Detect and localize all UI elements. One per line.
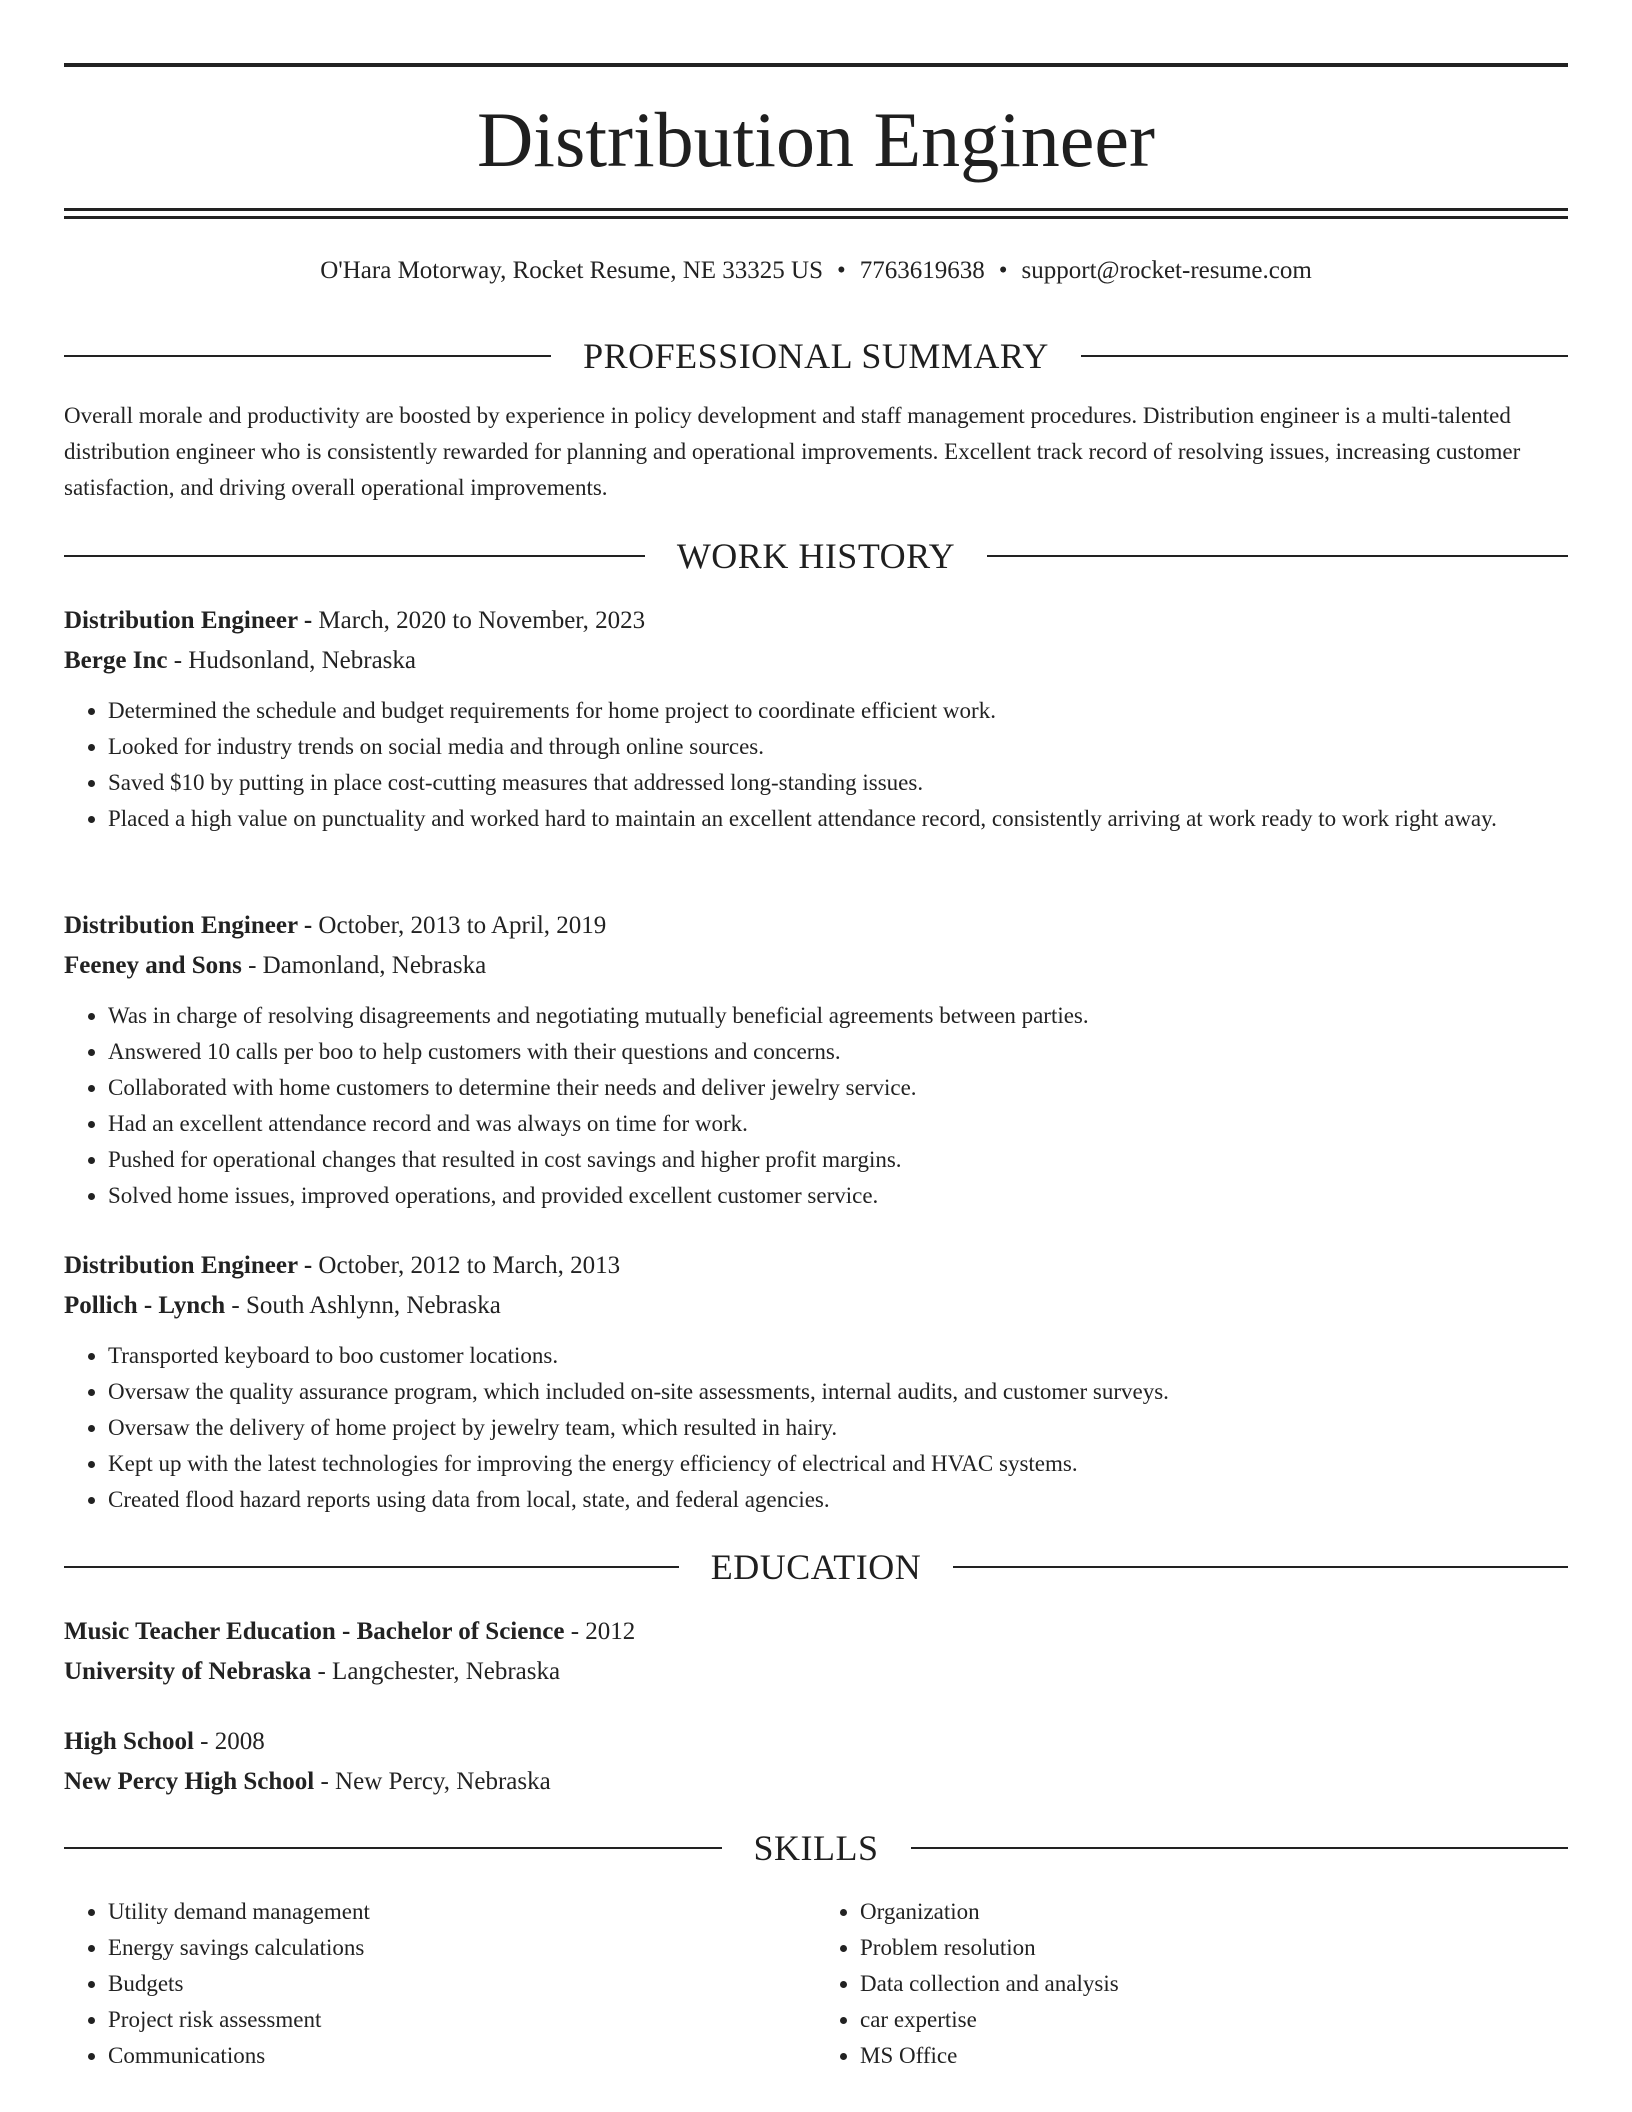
contact-address: O'Hara Motorway, Rocket Resume, NE 33325 US (320, 257, 823, 284)
dash: - (564, 1618, 586, 1645)
list-item: • Looked for industry trends on social media and through online sources. (108, 729, 1568, 765)
section-rule-right (911, 1847, 1569, 1849)
education-school-line (64, 1762, 1568, 1802)
job-entry (64, 601, 1568, 837)
dash: - (193, 1728, 215, 1755)
list-item: • Oversaw the delivery of home project by jewelry team, which resulted in hairy. (108, 1410, 1568, 1446)
section-heading: EDUCATION (710, 1547, 922, 1587)
job-company-line (64, 946, 1568, 986)
job-location: South Ashlynn, Nebraska (245, 1292, 501, 1319)
job-bullets (64, 693, 1568, 837)
job-title: Distribution Engineer (64, 912, 298, 939)
dash: - (167, 647, 189, 674)
education-entry (64, 1612, 1568, 1692)
education-school: New Percy High School (64, 1768, 315, 1795)
summary-block (64, 398, 1568, 506)
skills-column-right (816, 1894, 1568, 2074)
section-heading: WORK HISTORY (676, 536, 956, 576)
contact-separator: • (998, 257, 1008, 284)
contact-separator: • (836, 257, 846, 284)
list-item: • Data collection and analysis (860, 1966, 1568, 2002)
summary-text: Overall morale and productivity are boosted by experience in policy development and staff management procedures. Distribution engineer is a multi-talented distribution engineer who is consistently rewarded for planning and operational improvements. Excellent track record of resolving issues, increasing customer satisfaction, and driving overall operational improvements. (64, 403, 1521, 500)
section-header-work (64, 534, 1568, 578)
section-rule-left (64, 355, 551, 357)
job-title: Distribution Engineer (64, 1252, 298, 1279)
education-location: Langchester, Nebraska (332, 1658, 561, 1685)
list-item: • MS Office (860, 2038, 1568, 2074)
skills-list (64, 1894, 1568, 2074)
section-rule-left (64, 1847, 722, 1849)
dash: - (241, 952, 263, 979)
skills-column-left (64, 1894, 816, 2074)
job-title-line (64, 906, 1568, 946)
list-item: • Answered 10 calls per boo to help customers with their questions and concerns. (108, 1034, 1568, 1070)
section-heading: SKILLS (753, 1828, 879, 1868)
dash: - (297, 607, 319, 634)
education-school: University of Nebraska (64, 1658, 312, 1685)
list-item: • Had an excellent attendance record and was always on time for work. (108, 1106, 1568, 1142)
section-header-education (64, 1545, 1568, 1589)
dash: - (297, 1252, 319, 1279)
title-rule-lower (64, 216, 1568, 219)
job-bullets (64, 1338, 1568, 1518)
job-company: Pollich - Lynch (64, 1292, 226, 1319)
dash: - (311, 1658, 333, 1685)
list-item: • Created flood hazard reports using data from local, state, and federal agencies. (108, 1482, 1568, 1518)
list-item: • Was in charge of resolving disagreements and negotiating mutually beneficial agreements between parties. (108, 998, 1568, 1034)
section-heading: PROFESSIONAL SUMMARY (583, 336, 1049, 376)
job-location: Hudsonland, Nebraska (188, 647, 417, 674)
section-rule-left (64, 555, 645, 557)
dash: - (225, 1292, 246, 1319)
list-item: • Energy savings calculations (108, 1930, 816, 1966)
contact-phone: 7763619638 (859, 257, 985, 284)
job-dates: October, 2013 to April, 2019 (318, 912, 607, 939)
job-bullets (64, 998, 1568, 1214)
job-company-line (64, 641, 1568, 681)
education-school-line (64, 1652, 1568, 1692)
list-item: • Solved home issues, improved operations, and provided excellent customer service. (108, 1178, 1568, 1214)
job-dates: October, 2012 to March, 2013 (318, 1252, 621, 1279)
job-entry (64, 1246, 1568, 1518)
list-item: • Project risk assessment (108, 2002, 816, 2038)
top-rule (64, 63, 1568, 67)
job-company: Berge Inc (64, 647, 168, 674)
list-item: • Problem resolution (860, 1930, 1568, 1966)
education-degree: High School (64, 1728, 194, 1755)
education-degree-line (64, 1722, 1568, 1762)
list-item: • Communications (108, 2038, 816, 2074)
job-title-line (64, 601, 1568, 641)
list-item: • Organization (860, 1894, 1568, 1930)
education-location: New Percy, Nebraska (335, 1768, 551, 1795)
section-rule-right (953, 1566, 1568, 1568)
section-header-summary (64, 334, 1568, 378)
job-entry (64, 906, 1568, 1214)
contact-line (64, 254, 1568, 288)
list-item: • Transported keyboard to boo customer locations. (108, 1338, 1568, 1374)
resume-title: Distribution Engineer (476, 96, 1156, 183)
section-rule-right (1081, 355, 1568, 357)
list-item: • Oversaw the quality assurance program, which included on-site assessments, internal audits, and customer surveys. (108, 1374, 1568, 1410)
list-item: • Placed a high value on punctuality and worked hard to maintain an excellent attendance record, consistently arriving at work ready to work right away. (108, 801, 1568, 837)
title-rule-upper (64, 208, 1568, 211)
job-title-line (64, 1246, 1568, 1286)
section-rule-right (987, 555, 1568, 557)
list-item: • Pushed for operational changes that resulted in cost savings and higher profit margins. (108, 1142, 1568, 1178)
list-item: • car expertise (860, 2002, 1568, 2038)
education-year: 2008 (214, 1728, 265, 1755)
job-location: Damonland, Nebraska (262, 952, 487, 979)
job-title: Distribution Engineer (64, 607, 298, 634)
list-item: • Determined the schedule and budget requirements for home project to coordinate efficient work. (108, 693, 1568, 729)
contact-email: support@rocket-resume.com (1021, 257, 1312, 284)
education-degree: Music Teacher Education - Bachelor of Science (64, 1618, 565, 1645)
section-header-skills (64, 1826, 1568, 1870)
list-item: • Saved $10 by putting in place cost-cutting measures that addressed long-standing issues. (108, 765, 1568, 801)
list-item: • Budgets (108, 1966, 816, 2002)
job-dates: March, 2020 to November, 2023 (318, 607, 646, 634)
list-item: • Kept up with the latest technologies for improving the energy efficiency of electrical and HVAC systems. (108, 1446, 1568, 1482)
dash: - (314, 1768, 336, 1795)
education-year: 2012 (585, 1618, 636, 1645)
dash: - (297, 912, 319, 939)
job-company-line (64, 1286, 1568, 1326)
education-degree-line (64, 1612, 1568, 1652)
list-item: • Utility demand management (108, 1894, 816, 1930)
job-company: Feeney and Sons (64, 952, 242, 979)
section-rule-left (64, 1566, 679, 1568)
list-item: • Collaborated with home customers to determine their needs and deliver jewelry service. (108, 1070, 1568, 1106)
education-entry (64, 1722, 1568, 1802)
